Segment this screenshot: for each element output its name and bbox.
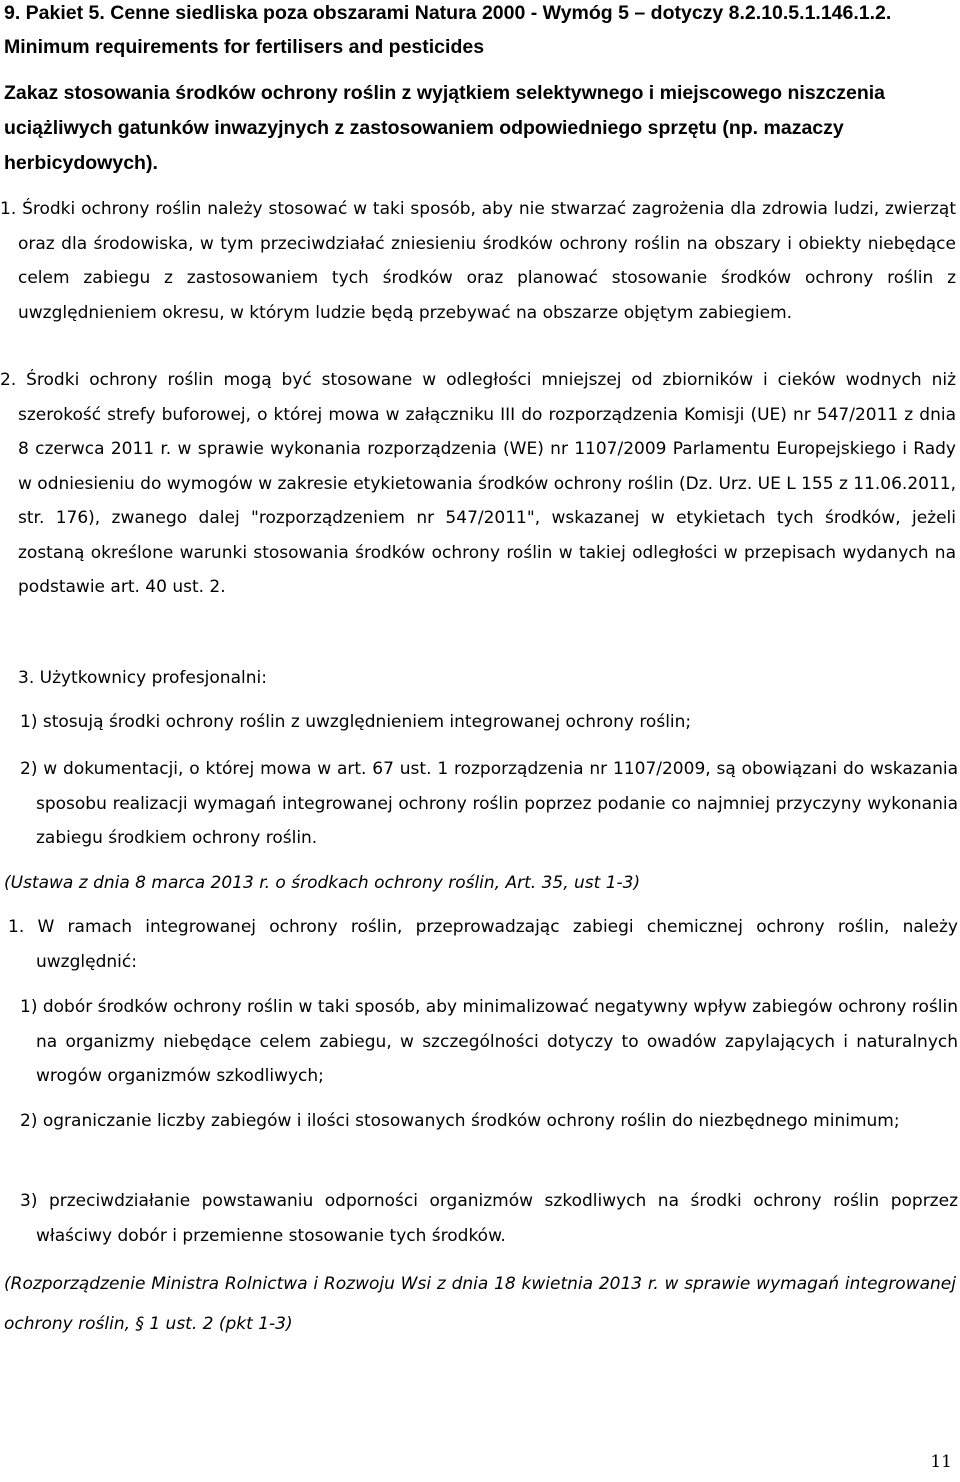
paragraph-2: 2. Środki ochrony roślin mogą być stosowane w odległości mniejszej od zbiorników i cieków wodnych niż szerokość strefy buforowej, o której mowa w załączniku III do rozporządzenia Komisji (UE) nr 547/2011 z dnia 8 czerwca 2011 r. w sprawie wykonania rozporządzenia (WE) nr 1107/2009 Parlamentu Europejskiego i Rady w odniesieniu do wymogów w zakresie etykietowania środków ochrony roślin (Dz. Urz. UE L 155 z 11.06.2011, str. 176), zwanego dalej "rozporządzeniem nr 547/2011", wskazanej w etykietach tych środków, jeżeli zostaną określone warunki stosowania środków ochrony roślin w takiej odległości w przepisach wydanych na podstawie art. 40 ust. 2. [0,370,957,597]
requirement-heading: Zakaz stosowania środków ochrony roślin z wyjątkiem selektywnego i miejscowego niszczenia uciążliwych gatunków inwazyjnych z zastosowaniem odpowiedniego sprzętu (np. mazaczy herbicydowych). [4,82,886,174]
list-item: 1) dobór środków ochrony roślin w taki sposób, aby minimalizować negatywny wpływ zabiegów ochrony roślin na organizmy niebędące celem zabiegu, w szczególności dotyczy to owadów zapylających i naturalnych wrogów organizmów szkodliwych; [20,997,958,1086]
list-item: 2) ograniczanie liczby zabiegów i ilości stosowanych środków ochrony roślin do niezbędnego minimum; [20,1111,900,1131]
list-item: 3) przeciwdziałanie powstawaniu odporności organizmów szkodliwych na środki ochrony roślin poprzez właściwy dobór i przemienne stosowanie tych środków. [20,1191,958,1246]
list-item: 1) stosują środki ochrony roślin z uwzględnieniem integrowanej ochrony roślin; [20,712,692,732]
section-heading: 9. Pakiet 5. Cenne siedliska poza obszarami Natura 2000 - Wymóg 5 – dotyczy 8.2.10.5.1.146.1.2. Minimum requirements for fertilisers and pesticides [4,2,892,58]
paragraph-1: 1. Środki ochrony roślin należy stosować w taki sposób, aby nie stwarzać zagrożenia dla zdrowia ludzi, zwierząt oraz dla środowiska, w tym przeciwdziałać zniesieniu środków ochrony roślin na obszary i obiekty niebędące celem zabiegu z zastosowaniem tych środków oraz planować stosowanie środków ochrony roślin z uwzględnieniem okresu, w którym ludzie będą przebywać na obszarze objętym zabiegiem. [0,199,956,323]
list-item: 2) w dokumentacji, o której mowa w art. 67 ust. 1 rozporządzenia nr 1107/2009, są obowiązani do wskazania sposobu realizacji wymagań integrowanej ochrony roślin poprzez podanie co najmniej przyczyny wykonania zabiegu środkiem ochrony roślin. [20,759,958,848]
page-number: 11 [930,1452,952,1472]
paragraph-integrated-protection: 1. W ramach integrowanej ochrony roślin, przeprowadzając zabiegi chemicznej ochrony roślin, należy uwzględnić: [8,917,958,972]
paragraph-3: 3. Użytkownicy profesjonalni: [18,668,267,688]
legal-citation: (Rozporządzenie Ministra Rolnictwa i Rozwoju Wsi z dnia 18 kwietnia 2013 r. w sprawie wymagań integrowanej ochrony roślin, § 1 ust. 2 (pkt 1-3) [4,1274,956,1334]
legal-citation: (Ustawa z dnia 8 marca 2013 r. o środkach ochrony roślin, Art. 35, ust 1-3) [4,873,641,893]
